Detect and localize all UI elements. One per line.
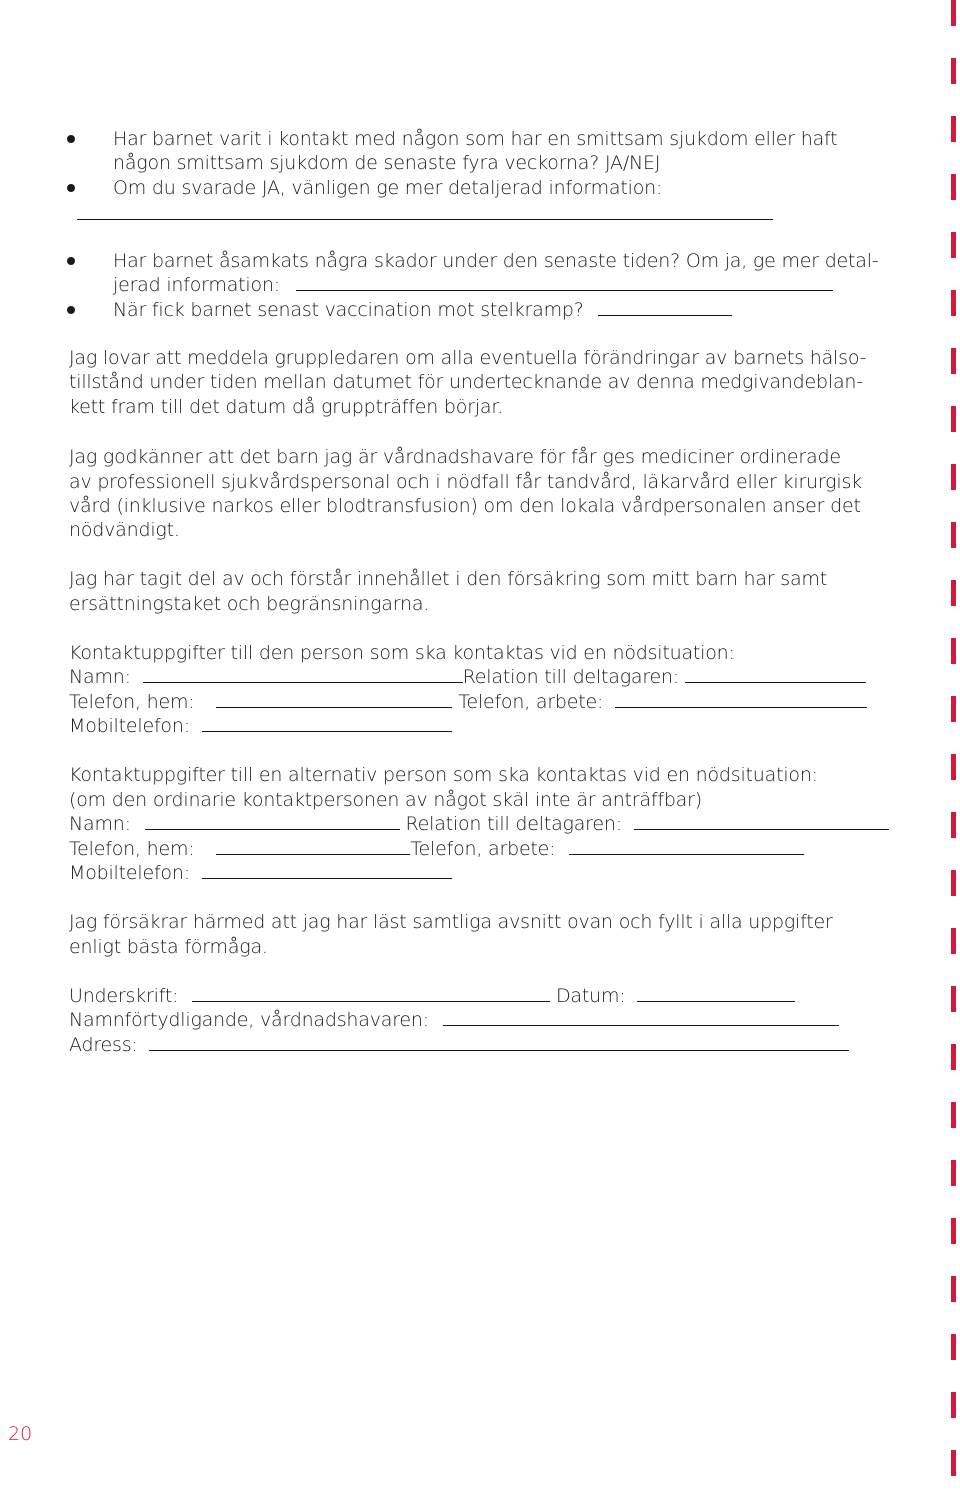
phone-home-label: Telefon, hem: <box>69 691 195 713</box>
edge-mark <box>951 870 956 896</box>
paragraph-line: Jag försäkrar härmed att jag har läst samtliga avsnitt ovan och fyllt i alla uppgifter <box>69 911 833 933</box>
edge-mark <box>951 174 956 200</box>
tetanus-date-field[interactable] <box>598 298 732 316</box>
edge-mark <box>951 1450 956 1476</box>
paragraph-line: enligt bästa förmåga. <box>69 936 268 958</box>
address-label: Adress: <box>69 1034 138 1056</box>
edge-mark <box>951 464 956 490</box>
tetanus-row <box>113 298 732 322</box>
contact2-heading: Kontaktuppgifter till en alternativ person som ska kontaktas vid en nödsituation: <box>69 764 818 786</box>
edge-mark <box>951 580 956 606</box>
contact2-phone-home-field[interactable] <box>216 837 410 855</box>
edge-mark <box>951 58 956 84</box>
contact1-relation-field[interactable] <box>685 665 866 683</box>
contact2-relation-field[interactable] <box>634 812 889 830</box>
injury-details-label: jerad information: <box>113 274 280 296</box>
paragraph-line: kett fram till det datum då gruppträffen börjar. <box>69 396 504 418</box>
signature-label: Underskrift: <box>69 985 179 1007</box>
edge-mark <box>951 1392 956 1418</box>
contact2-name-row <box>69 812 889 836</box>
bullet-dot <box>67 257 75 265</box>
edge-mark <box>951 290 956 316</box>
signature-row <box>69 984 795 1008</box>
mobile-label: Mobiltelefon: <box>69 715 190 737</box>
date-field[interactable] <box>637 984 795 1002</box>
signature-field[interactable] <box>192 984 550 1002</box>
edge-mark <box>951 1276 956 1302</box>
contact1-mobile-row <box>69 714 452 738</box>
paragraph-line: av professionell sjukvårdspersonal och i nödfall får tandvård, läkarvård eller kirurgisk <box>69 471 862 493</box>
contact1-mobile-field[interactable] <box>202 714 452 732</box>
paragraph-line: vård (inklusive narkos eller blodtransfusion) om den lokala vårdpersonalen anser det <box>69 495 861 517</box>
edge-mark <box>951 0 956 26</box>
contact2-phone-work-field[interactable] <box>569 837 804 855</box>
paragraph-line: Jag godkänner att det barn jag är vårdnadshavare för får ges mediciner ordinerade <box>69 446 841 468</box>
contact2-mobile-row <box>69 861 452 885</box>
edge-mark <box>951 754 956 780</box>
contact2-name-field[interactable] <box>145 812 400 830</box>
edge-mark <box>951 928 956 954</box>
page-number: 20 <box>8 1423 33 1445</box>
edge-mark <box>951 696 956 722</box>
contact1-phone-work-field[interactable] <box>615 690 867 708</box>
bullet-dot <box>67 135 75 143</box>
bullet-text: Om du svarade JA, vänligen ge mer detaljerad information: <box>113 177 663 199</box>
name-label: Namn: <box>69 813 131 835</box>
address-field[interactable] <box>149 1033 849 1051</box>
phone-work-label: Telefon, arbete: <box>458 691 604 713</box>
edge-mark <box>951 522 956 548</box>
date-label: Datum: <box>556 985 626 1007</box>
tetanus-label: När fick barnet senast vaccination mot stelkramp? <box>113 299 584 321</box>
contact1-name-field[interactable] <box>143 665 463 683</box>
edge-mark <box>951 986 956 1012</box>
name-clarification-row <box>69 1008 839 1032</box>
phone-work-label: Telefon, arbete: <box>410 838 556 860</box>
paragraph-line: tillstånd under tiden mellan datumet för undertecknande av denna medgivandeblan- <box>69 371 863 393</box>
contact2-subheading: (om den ordinarie kontaktpersonen av något skäl inte är anträffbar) <box>69 789 702 811</box>
paragraph-line: ersättningstaket och begränsningarna. <box>69 593 430 615</box>
edge-mark <box>951 812 956 838</box>
bullet-text: någon smittsam sjukdom de senaste fyra veckorna? JA/NEJ <box>113 152 661 174</box>
contact1-name-row <box>69 665 866 689</box>
contact1-phone-row <box>69 690 867 714</box>
edge-mark <box>951 638 956 664</box>
edge-mark <box>951 1334 956 1360</box>
relation-label: Relation till deltagaren: <box>405 813 622 835</box>
contact1-heading: Kontaktuppgifter till den person som ska kontaktas vid en nödsituation: <box>69 642 735 664</box>
name-clarification-field[interactable] <box>443 1008 839 1026</box>
phone-home-label: Telefon, hem: <box>69 838 195 860</box>
edge-mark <box>951 406 956 432</box>
edge-mark <box>951 1044 956 1070</box>
contact2-phone-row <box>69 837 804 861</box>
edge-mark <box>951 348 956 374</box>
contact1-phone-home-field[interactable] <box>216 690 452 708</box>
edge-mark <box>951 1218 956 1244</box>
injury-details-row <box>113 273 833 297</box>
bullet-text: Har barnet varit i kontakt med någon som har en smittsam sjukdom eller haft <box>113 128 838 150</box>
name-label: Namn: <box>69 666 131 688</box>
contact2-mobile-field[interactable] <box>202 861 452 879</box>
relation-label: Relation till deltagaren: <box>462 666 680 688</box>
edge-mark <box>951 1160 956 1186</box>
mobile-label: Mobiltelefon: <box>69 862 190 884</box>
contagion-details-field[interactable] <box>77 219 773 220</box>
edge-mark <box>951 232 956 258</box>
edge-marks <box>950 0 960 1499</box>
bullet-dot <box>67 306 75 314</box>
name-clarification-label: Namnförtydligande, vårdnadshavaren: <box>69 1009 429 1031</box>
edge-mark <box>951 116 956 142</box>
bullet-text: Har barnet åsamkats några skador under den senaste tiden? Om ja, ge mer detal- <box>113 250 879 272</box>
injury-details-field[interactable] <box>296 273 833 291</box>
paragraph-line: Jag har tagit del av och förstår innehållet i den försäkring som mitt barn har samt <box>69 568 827 590</box>
paragraph-line: nödvändigt. <box>69 519 180 541</box>
edge-mark <box>951 1102 956 1128</box>
paragraph-line: Jag lovar att meddela gruppledaren om alla eventuella förändringar av barnets hälso- <box>69 347 867 369</box>
bullet-dot <box>67 184 75 192</box>
address-row <box>69 1033 849 1057</box>
